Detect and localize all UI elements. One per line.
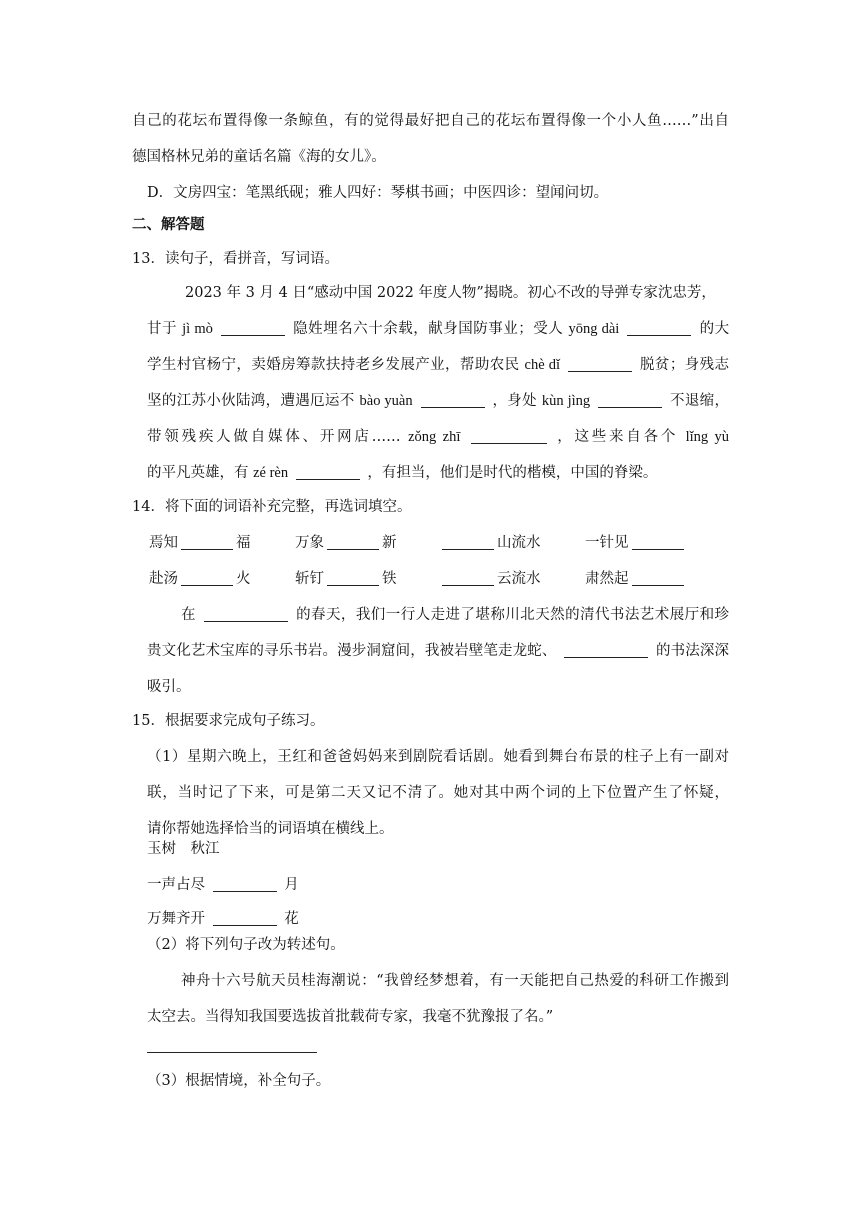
answer-line[interactable] [147,1052,317,1053]
idiom-item: 斩钉 铁 [295,571,397,587]
text-segment: 带领残疾人做自媒体、开网店…… [147,429,401,445]
text-segment: ，有担当，他们是时代的楷模，中国的脊梁。 [367,465,658,481]
answer-blank[interactable] [442,533,494,550]
q15-line: 请你帮她选择恰当的词语填在横线上。 [147,821,394,837]
answer-blank[interactable] [632,569,684,586]
q13-line [147,456,657,490]
q15-line: （1）星期六晚上，王红和爸爸妈妈来到剧院看话剧。她看到舞台布景的柱子上有一副对 [147,749,729,765]
q15-line: 太空去。当得知我国要选拔首批载荷专家，我毫不犹豫报了名。” [147,1009,554,1025]
answer-blank[interactable] [627,319,691,336]
text-segment: 的平凡英雄，有 [147,465,249,481]
text-segment: 的书法深深 [656,643,730,659]
answer-blank[interactable] [221,319,285,336]
answer-blank[interactable] [564,641,648,658]
text-segment: 隐姓埋名六十余载，献身国防事业；受人 [293,321,564,337]
q15-line: 神舟十六号航天员桂海潮说：“我曾经梦想着，有一天能把自己热爱的科研工作搬到 [181,973,729,989]
answer-blank[interactable] [471,427,547,444]
text-segment: 万舞齐开 [147,911,205,927]
idiom-item: 云流水 [439,562,541,596]
text-segment: ，身处 [492,393,537,409]
answer-blank[interactable] [296,463,360,480]
answer-blank[interactable] [327,569,379,586]
text-segment: 坚的江苏小伙陆鸿，遭遇厄运不 [147,393,355,409]
answer-blank[interactable] [204,605,288,622]
q13-line [147,384,729,418]
q14-paragraph-line [181,598,729,632]
question-15-title: 15．根据要求完成句子练习。 [132,713,325,729]
pinyin-label: zǒng zhī [408,429,461,445]
answer-blank[interactable] [598,391,662,408]
idiom-item: 肃然起 [585,562,687,596]
word-options: 玉树 秋江 [147,841,220,857]
answer-blank[interactable] [327,533,379,550]
idiom-item: 赴汤 火 [149,571,251,587]
answer-blank[interactable] [181,533,233,550]
text-segment: 脱贫；身残志 [640,357,730,373]
text-segment: 学生村官杨宁，卖婚房筹款扶持老乡发展产业，帮助农民 [147,357,520,373]
answer-blank[interactable] [421,391,485,408]
q13-line [147,420,729,454]
option-d: D．文房四宝：笔黑纸砚；雅人四好：琴棋书画；中医四诊：望闻问切。 [147,185,609,201]
q13-line: 2023 年 3 月 4 日“感动中国 2022 年度人物”揭晓。初心不改的导弹专家沈忠芳， [185,285,716,301]
answer-blank[interactable] [181,569,233,586]
paragraph-line: 自己的花坛布置得像一条鲸鱼，有的觉得最好把自己的花坛布置得像一个小人鱼……”出自 [132,113,729,129]
idiom-item: 山流水 [439,526,541,560]
pinyin-label: jì mò [182,321,213,337]
question-14-title: 14．将下面的词语补充完整，再选词填空。 [132,499,412,515]
text-segment: 月 [284,877,299,893]
text-segment: 在 [181,607,196,623]
answer-blank[interactable] [632,533,684,550]
pinyin-label: kùn jìng [541,393,591,409]
text-segment: 甘于 [147,321,178,337]
question-13-title: 13．读句子，看拼音，写词语。 [132,251,339,267]
idiom-item: 一针见 [585,526,687,560]
text-segment: 的春天，我们一行人走进了堪称川北天然的清代书法艺术展厅和珍 [296,607,730,623]
text-segment: 花 [284,911,299,927]
idiom-item: 万象 新 [295,535,397,551]
q13-line [147,312,729,346]
answer-blank[interactable] [213,875,277,892]
q15-subtitle: （3）根据情境，补全句子。 [147,1073,331,1089]
text-segment: 不退缩， [670,393,730,409]
pinyin-label: yōng dài [568,321,620,337]
answer-blank[interactable] [213,909,277,926]
section-title: 二、解答题 [132,216,205,233]
q15-subtitle: （2）将下列句子改为转述句。 [147,937,345,953]
q15-line: 联，当时记了下来，可是第二天又记不清了。她对其中两个词的上下位置产生了怀疑， [147,785,729,801]
idiom-item: 焉知 福 [149,535,251,551]
q13-line [147,348,729,382]
text-segment: 一声占尽 [147,877,205,893]
answer-blank[interactable] [568,355,632,372]
answer-blank[interactable] [442,569,494,586]
q14-paragraph-line: 吸引。 [147,679,191,695]
pinyin-label: bào yuàn [359,393,413,409]
paragraph-line: 德国格林兄弟的童话名篇《海的女儿》。 [132,149,386,165]
pinyin-label: zé rèn [253,465,289,481]
text-segment: ，这些来自各个 [557,429,679,445]
pinyin-label: lǐng yù [685,429,730,445]
q14-paragraph-line [147,634,729,668]
pinyin-label: chè dǐ [524,357,560,373]
text-segment: 贵文化艺术宝库的寻乐书岩。漫步洞窟间，我被岩壁笔走龙蛇、 [147,643,557,659]
couplet-line [147,868,299,902]
text-segment: 的大 [699,321,730,337]
